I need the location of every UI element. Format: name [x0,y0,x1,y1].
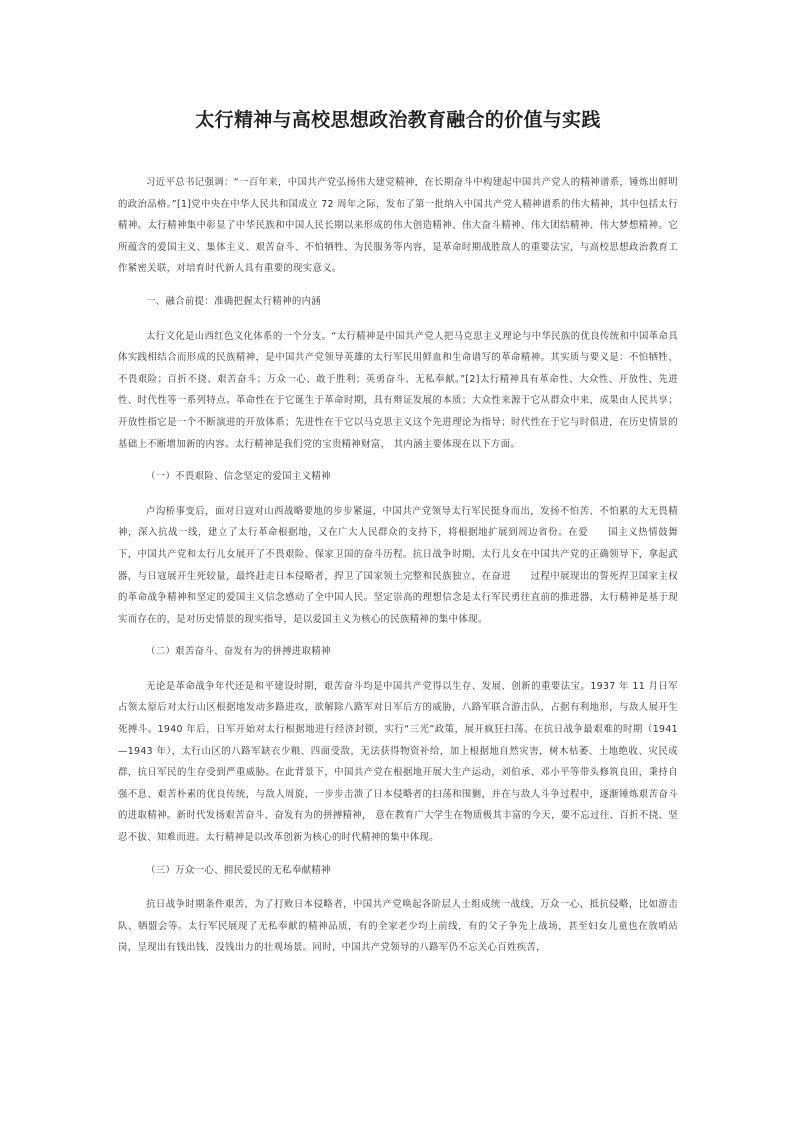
subsection-1-paragraph: 卢沟桥事变后，面对日寇对山西战略要地的步步紧逼，中国共产党领导太行军民挺身而出，发扬不怕苦、不怕累的大无畏精神，深入抗战一线，建立了太行革命根据地，又在广大人民群众的支持下，将根据地扩展到周边省份。在爱 国主义热情鼓舞下，中国共产党和太行儿女展开了不畏艰险、保家卫国的奋斗历程。抗日战争时期，太行儿女在中国共产党的正确领导下，拿起武器，与日寇展开生死较量，最终赶走日本侵略者，捍卫了国家领土完整和民族独立，在奋进 过程中展现出的誓死捍卫国家主权的革命战争精神和坚定的爱国主义信念感动了全中国人民。坚定崇高的理想信念是太行军民勇往直前的推进器，太行精神是基于现实而存在的，是对历史情景的现实指导，是以爱国主义为核心的民族精神的集中体现。 [118,505,678,625]
subsection-heading-2: （二）艰苦奋斗、奋发有为的拼搏进取精神 [146,646,331,658]
intro-paragraph: 习近平总书记强调：“一百年来，中国共产党弘扬伟大建党精神，在长期奋斗中构建起中国共产党人的精神谱系，锤炼出鲜明的政治品格。”[1]党中央在中华人民共和国成立 72 周年之际，发布了第一批纳入中国共产党人精神谱系的伟大精神，其中包括太行精神。太行精神集中彰显了中华民族和中国人民长期以来形成的伟大创造精神、伟大奋斗精神、伟大团结精神、伟大梦想精神。它所蕴含的爱国主义、集体主义、艰苦奋斗、不怕牺牲、为民服务等内容，是革命时期战胜敌人的重要法宝，与高校思想政治教育工作紧密关联，对培育时代新人具有重要的现实意义。 [118,177,678,275]
subsection-heading-3: （三）万众一心、拥民爱民的无私奉献精神 [146,864,331,876]
subsection-2-paragraph: 无论是革命战争年代还是和平建设时期，艰苦奋斗均是中国共产党得以生存、发展、创新的重要法宝。1937 年 11 月日军占领太原后对太行山区根据地发动多路进攻，欲解除八路军对日军后方的威胁，八路军联合游击队，占据有利地形，与敌人展开生死搏斗。1940 年后，日军开始对太行根据地进行经济封锁，实行“三光”政策，展开疯狂扫荡。在抗日战争最艰难的时期（1941—1943 年），太行山区的八路军缺衣少粮、四面受敌，无法获得物资补给，加上根据地自然灾害，树木枯萎、土地绝收、灾民成群，抗日军民的生存受到严重威胁。在此背景下，中国共产党在根据地开展大生产运动，刘伯承、邓小平等带头修筑良田，秉持自强不息、艰苦朴素的优良传统，与敌人周旋，一步步击溃了日本侵略者的扫荡和围剿，并在与敌人斗争过程中，逐渐锤炼艰苦奋斗的进取精神。新时代发扬艰苦奋斗、奋发有为的拼搏精神， 意在教育广大学生在物质极其丰富的今天，要不忘过往、百折不挠、坚忍不拔、知难而进。太行精神是以改革创新为核心的时代精神的集中体现。 [118,680,678,844]
document-title: 太行精神与高校思想政治教育融合的价值与实践 [195,109,601,131]
subsection-heading-1: （一）不畏艰险、信念坚定的爱国主义精神 [146,471,331,483]
subsection-3-paragraph: 抗日战争时期条件艰苦，为了打败日本侵略者，中国共产党唤起各阶层人士组成统一战线，万众一心、抵抗侵略，比如游击队、牺盟会等。太行军民展现了无私奉献的精神品质，有的全家老少均上前线，有的父子争先上战场，甚至妇女儿童也在放哨站岗，呈现出有钱出钱、没钱出力的壮观场景。同时，中国共产党领导的八路军仍不忘关心百姓疾苦， [118,899,678,954]
section-1-paragraph: 太行文化是山西红色文化体系的一个分支。“太行精神是中国共产党人把马克思主义理论与中华民族的优良传统和中国革命具体实践相结合而形成的民族精神，是中国共产党领导英雄的太行军民用鲜血和生命谱写的革命精神。其实质与要义是：不怕牺牲、不畏艰险；百折不挠、艰苦奋斗；万众一心、敢于胜利；英勇奋斗、无私奉献。”[2]太行精神具有革命性、大众性、开放性、先进性、时代性等一系列特点。革命性在于它诞生于革命时期，具有辩证发展的本质；大众性来源于它从群众中来，成果由人民共享；开放性指它是一个不断演进的开放体系；先进性在于它以马克思主义这个先进理论为指导；时代性在于它与时俱进，在历史情景的基础上不断增加新的内容。太行精神是我们党的宝贵精神财富， 其内涵主要体现在以下方面。 [118,330,678,450]
section-heading-1: 一、融合前提：准确把握太行精神的内涵 [146,295,322,307]
document-body [118,172,678,970]
